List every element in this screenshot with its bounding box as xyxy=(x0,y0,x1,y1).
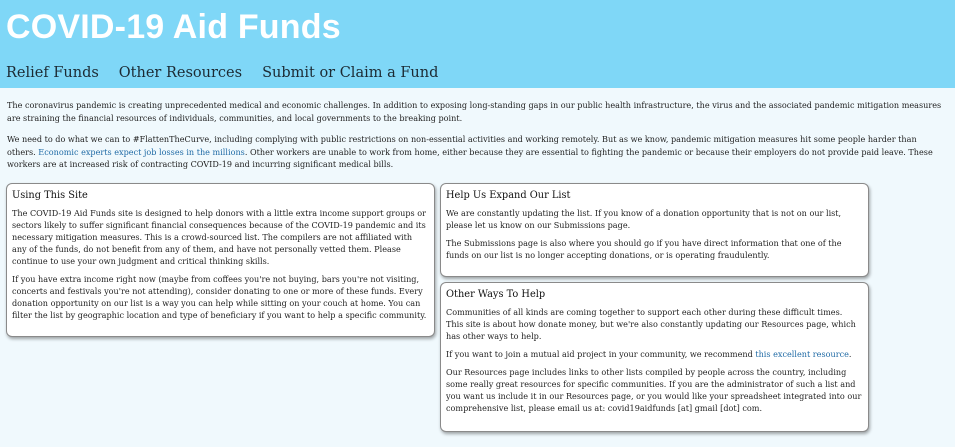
using-site-card xyxy=(6,183,435,337)
expand-list-card xyxy=(440,183,869,277)
expand-list-paragraph-2: The Submissions page is also where you should go if you have direct information that one of the funds on our list is no longer accepting donations, or is operating fraudulently. xyxy=(446,238,842,260)
other-ways-p2-text-before: If you want to join a mutual aid project in your community, we recommend xyxy=(446,349,756,359)
intro-paragraph-1: The coronavirus pandemic is creating unprecedented medical and economic challenges. In addition to exposing long-standing gaps in our public health infrastructure, the virus and the associated pandemic mitigation measures are straining the financial resources of individuals, communities, and local governments to the breaking point. xyxy=(7,100,942,123)
main-nav xyxy=(6,65,438,81)
other-ways-paragraph-2 xyxy=(446,348,862,360)
other-ways-paragraph-3: Our Resources page includes links to other lists compiled by people across the country, including some really great resources for specific communities. If you are the administrator of such a list and you want us include it in our Resources page, or you would like your spreadsheet integrated into our comprehensive list, please email us at: covid19aidfunds [at] gmail [dot] com. xyxy=(446,367,862,413)
intro-p2-text-after: . Other workers are unable to work from home, either because they are essential to fighting the pandemic or because their employers do not provide paid leave. These workers are at increased risk of contracting COVID-19 and incurring significant medical bills. xyxy=(7,146,933,169)
site-title[interactable]: COVID-19 Aid Funds xyxy=(6,8,341,46)
other-ways-p2-text-after: . xyxy=(848,349,852,359)
other-ways-title: Other Ways To Help xyxy=(446,289,546,300)
job-losses-link[interactable]: Economic experts expect job losses in the millions xyxy=(38,146,245,157)
intro-p2-text-before: We need to do what we can to #FlattenTheCurve, including complying with public restrictions on non-essential activities and working remotely. But as we know, pandemic mitigation measures hit some people harder than others. xyxy=(7,134,917,157)
intro-paragraph-2 xyxy=(7,133,947,171)
using-site-paragraph-1: The COVID-19 Aid Funds site is designed to help donors with a little extra income support groups or sectors likely to suffer significant financial consequences because of the COVID-19 pandemic and its necessary mitigation measures. This is a crowd-sourced list. The compilers are not affiliated with any of the funds, do not benefit from any of them, and have not personally vetted them. Please continue to use your own judgment and critical thinking skills. xyxy=(12,208,426,266)
using-site-paragraph-2: If you have extra income right now (maybe from coffees you're not buying, bars you're not visiting, concerts and festivals you're not attending), consider donating to one or more of these funds. Every donation opportunity on our list is a way you can help while sitting on your couch at home. You can filter the list by geographic location and type of beneficiary if you want to help a specific community. xyxy=(12,274,427,320)
other-ways-paragraph-1: Communities of all kinds are coming together to support each other during these difficult times. This site is about how donate money, but we're also constantly updating our Resources page, which has other ways to help. xyxy=(446,307,856,341)
nav-relief-funds[interactable]: Relief Funds xyxy=(6,65,99,81)
nav-other-resources[interactable]: Other Resources xyxy=(118,65,243,81)
nav-submit-claim[interactable]: Submit or Claim a Fund xyxy=(262,65,439,81)
site-header xyxy=(0,0,955,88)
using-site-title: Using This Site xyxy=(12,190,88,201)
expand-list-paragraph-1: We are constantly updating the list. If you know of a donation opportunity that is not on our list, please let us know on our Submissions page. xyxy=(446,208,842,230)
mutual-aid-resource-link[interactable]: this excellent resource xyxy=(755,349,849,359)
other-ways-card xyxy=(440,282,869,432)
expand-list-title: Help Us Expand Our List xyxy=(446,190,571,201)
